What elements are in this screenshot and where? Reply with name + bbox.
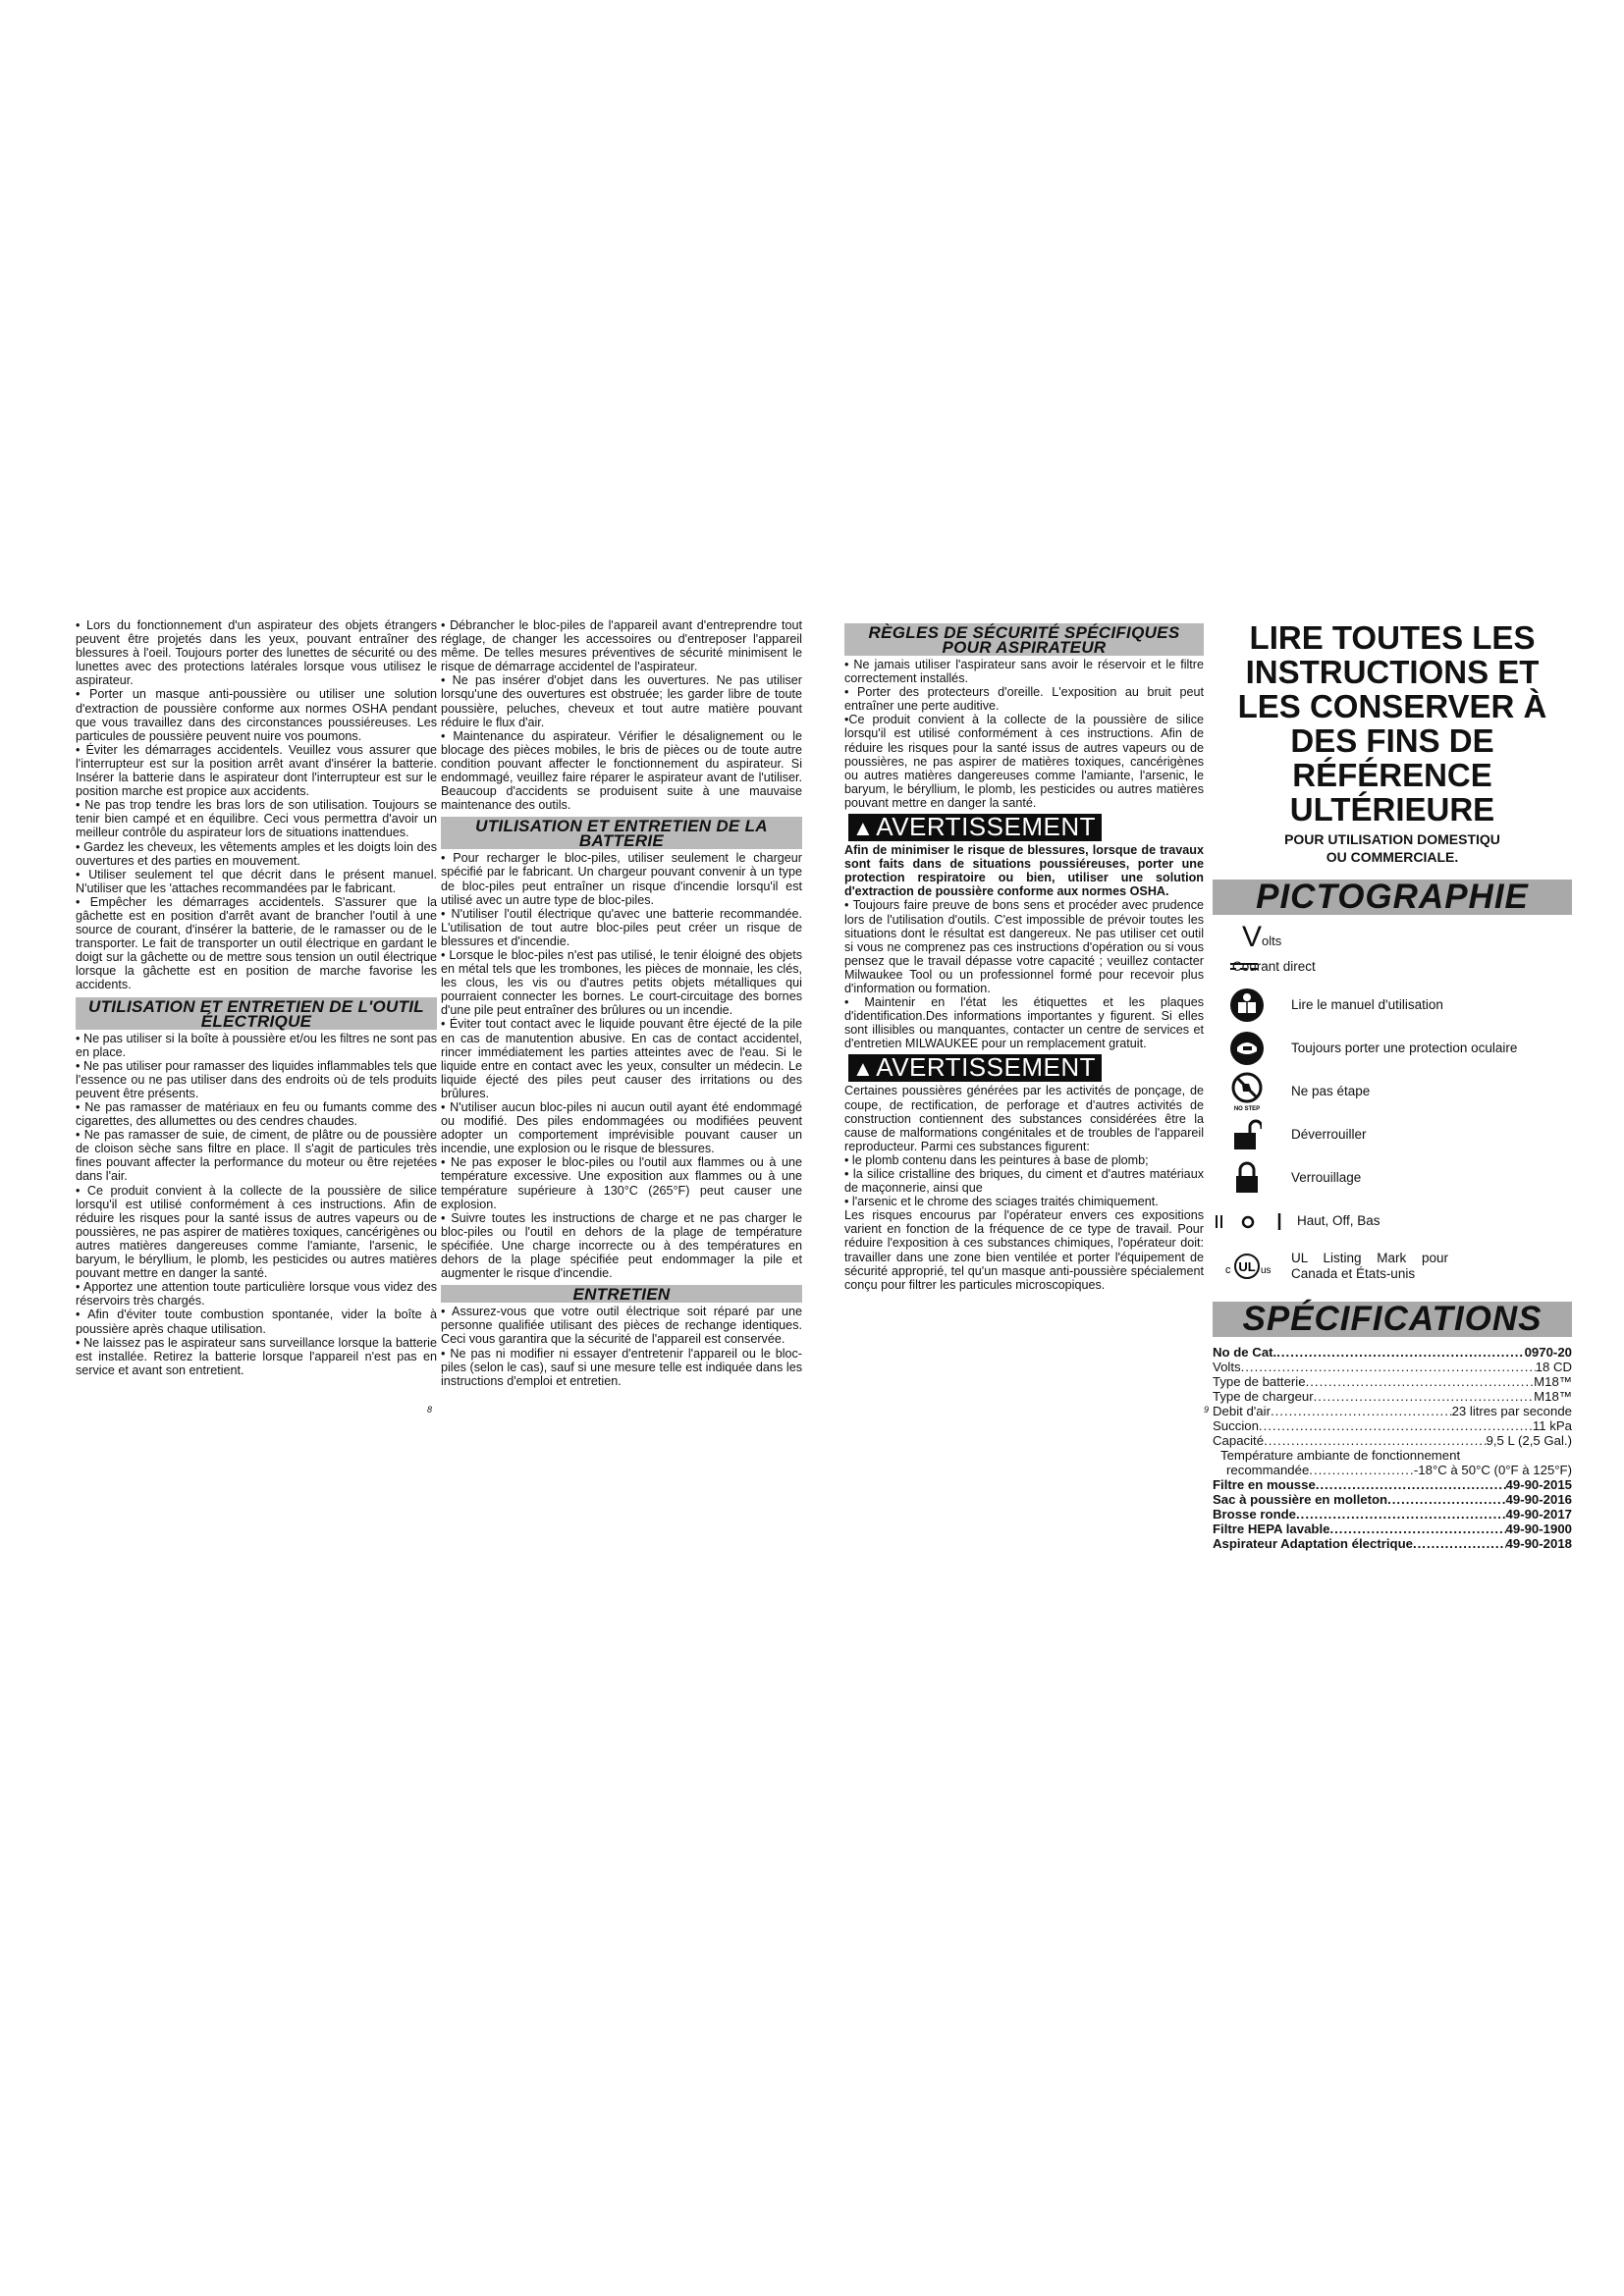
spec-key: Volts [1213, 1360, 1241, 1374]
spec-key: No de Cat. [1213, 1345, 1277, 1360]
volts-v-icon: V [1242, 921, 1263, 953]
page-number-right: 9 [1204, 1405, 1210, 1415]
accessory-number: 49-90-2018 [1505, 1536, 1572, 1551]
picto-row [1213, 1027, 1572, 1070]
warning-label: AVERTISSEMENT [876, 1052, 1096, 1083]
switch-positions-icon [1213, 1211, 1297, 1231]
volts-label: olts [1262, 934, 1282, 948]
picto-label: Ne pas étape [1291, 1083, 1371, 1098]
accessory-number: 49-90-2016 [1505, 1492, 1572, 1507]
dc-row [1213, 956, 1572, 984]
spec-key: Type de chargeur [1213, 1389, 1314, 1404]
page-number-left: 8 [427, 1405, 433, 1415]
safety-item: • Ce produit convient à la collecte de la poussière de silice lorsqu'il est utilisé conformément à ces instructions. Afin de réduire les risques pour la santé issus de autres vapeurs ou de poussières, ne pas aspirer de matières toxiques, cancérigènes ou autres matières dangereuses comme l'amiante, l'arsenic, le baryum, le béryllium, le plomb, les pesticides ou autres matières pouvant mettre en danger la santé. [76, 1183, 437, 1281]
section-heading-tool-use: UTILISATION ET ENTRETIEN DE L'OUTIL ÉLECTRIQUE [76, 997, 437, 1030]
spec-value: 0970-20 [1524, 1345, 1572, 1360]
no-step-icon [1229, 1072, 1265, 1111]
ul-c: c [1225, 1264, 1231, 1276]
accessory-number: 49-90-2017 [1505, 1507, 1572, 1522]
safety-item: • Maintenance du aspirateur. Vérifier le désalignement ou le blocage des pièces mobiles, le bris de pièces ou de toute autre condition pouvant affecter le fonctionnement du aspirateur. Si endommagé, veuillez faire réparer le aspirateur avant de l'utiliser. Beaucoup d'accidents se produisent suite à une mauvaise maintenance des outils. [441, 728, 802, 813]
picto-row [1213, 1243, 1572, 1290]
picto-row [1213, 1070, 1572, 1113]
safety-item: • Suivre toutes les instructions de charge et ne pas charger le bloc-piles ou l'outil en dehors de la plage de température spécifiée. Une charge incorrecte ou à des températures en dehors de la plage spécifiée peut endommager la pile et augmenter le risque d'incendie. [441, 1210, 802, 1281]
spec-row [1213, 1463, 1572, 1477]
spec-row [1213, 1448, 1572, 1463]
accessory-name: Filtre en mousse [1213, 1477, 1316, 1492]
spec-row [1213, 1418, 1572, 1433]
picto-label: Toujours porter une protection oculaire [1291, 1040, 1518, 1055]
spec-row [1213, 1360, 1572, 1374]
section-heading-vacuum-rules: RÈGLES DE SÉCURITÉ SPÉCIFIQUES POUR ASPIRATEUR [844, 623, 1204, 656]
warning-banner [848, 1054, 1102, 1082]
spec-value: M18™ [1534, 1374, 1572, 1389]
accessory-name: Sac à poussière en molleton [1213, 1492, 1388, 1507]
spec-row [1213, 1433, 1572, 1448]
safety-item: • Pour recharger le bloc-piles, utiliser seulement le chargeur spécifié par le fabricant. Un chargeur pouvant convenir à un type de bloc-piles peut entraîner un risque d'incendie lorsqu'il est utilisé avec un autre type de bloc-piles. [441, 851, 802, 907]
spec-row [1213, 1345, 1572, 1360]
spec-row [1213, 1374, 1572, 1389]
column-2 [441, 618, 802, 1388]
hazard-item: • l'arsenic et le chrome des sciages traités chimiquement. [844, 1195, 1159, 1209]
column-4 [1213, 620, 1572, 1551]
safety-item: • Porter des protecteurs d'oreille. L'exposition au bruit peut entraîner une perte auditive. [844, 685, 1204, 714]
safety-item: • Toujours faire preuve de bons sens et procéder avec prudence lors de l'utilisation d'outils. C'est impossible de prévoir toutes les situations dont le résultat est dangereux. Ne pas utiliser cet outil si vous ne comprenez pas ces instructions d'opération ou si vous pensez que le travail dépasse votre capacité ; veuillez contacter Milwaukee Tool ou un professionnel formé pour recevoir plus d'information ou formation. [844, 898, 1204, 995]
accessory-row [1213, 1522, 1572, 1536]
ul-mark-icon [1219, 1249, 1274, 1284]
spec-value: 11 kPa [1532, 1418, 1572, 1433]
ul-us: us [1261, 1265, 1272, 1276]
lock-icon [1232, 1161, 1262, 1195]
pictography-title: PICTOGRAPHIE [1213, 880, 1572, 915]
safety-item: • Maintenir en l'état les étiquettes et les plaques d'identification.Des informations importantes y figurent. Si elles sont illisibles ou manquantes, contacter un centre de services et d'entretien MILWAUKEE pour un remplacement gratuit. [844, 995, 1204, 1051]
unlock-icon [1232, 1118, 1262, 1151]
safety-item: • Utiliser seulement tel que décrit dans le présent manuel. N'utiliser que les 'attaches recommandées par le fabricant. [76, 867, 437, 895]
safety-item: • Afin d'éviter toute combustion spontanée, vider la boîte à poussière après chaque utilisation. [76, 1308, 437, 1336]
safety-item: • Ne pas trop tendre les bras lors de son utilisation. Toujours se tenir bien campé et en équilibre. Ceci vous permettra d'avoir un meilleur contrôle du aspirateur lors de situations inattendues. [76, 798, 437, 840]
accessory-row [1213, 1507, 1572, 1522]
warning-triangle-icon: ▲ [852, 816, 875, 841]
dc-label: Courant direct [1232, 959, 1316, 974]
picto-label: Haut, Off, Bas [1297, 1212, 1380, 1228]
safety-item: • Gardez les cheveux, les vêtements amples et les doigts loin des ouvertures et des parties en mouvement. [76, 839, 437, 868]
spec-key: Température ambiante de fonctionnement [1220, 1448, 1461, 1463]
spec-value: M18™ [1534, 1389, 1572, 1404]
spec-value: -18°C à 50°C (0°F à 125°F) [1413, 1463, 1572, 1477]
safety-item: • Assurez-vous que votre outil électrique soit réparé par une personne qualifiée utilisant des pièces de rechange identiques. Ceci vous garantira que la sécurité de l'appareil est conservée. [441, 1305, 802, 1347]
safety-item: • Lorsque le bloc-piles n'est pas utilisé, le tenir éloigné des objets en métal tels que les trombones, les pièces de monnaie, les clés, les clous, les vis ou d'autres petits objets métalliques qui pourraient connecter les bornes. Le court-circuitage des bornes d'une pile peut entraîner des brûlures ou un incendie. [441, 947, 802, 1018]
accessory-name: Aspirateur Adaptation électrique [1213, 1536, 1413, 1551]
accessory-row [1213, 1492, 1572, 1507]
safety-item: • Ne pas insérer d'objet dans les ouvertures. Ne pas utiliser lorsqu'une des ouvertures est obstruée; les garder libre de toute poussière, peluches, cheveux et tout autre matière pouvant réduire le flux d'air. [441, 673, 802, 729]
spec-value: 18 CD [1535, 1360, 1572, 1374]
main-heading: LIRE TOUTES LES INSTRUCTIONS ET LES CONSERVER À DES FINS DE RÉFÉRENCE ULTÉRIEURE [1237, 619, 1547, 828]
safety-item: • Ne jamais utiliser l'aspirateur sans avoir le réservoir et le filtre correctement installés. [844, 658, 1204, 686]
accessory-row [1213, 1536, 1572, 1551]
column-3 [844, 618, 1204, 1292]
safety-item: • Lors du fonctionnement d'un aspirateur des objets étrangers peuvent être projetés dans les yeux, pouvant entraîner des blessures à l'oeil. Toujours porter des lunettes de sécurité ou des lunettes avec des protections latérales lorsque vous utilisez le aspirateur. [76, 618, 437, 688]
picto-label: UL Listing Mark pour Canada et États-unis [1291, 1251, 1448, 1281]
safety-item: • Éviter tout contact avec le liquide pouvant être éjecté de la pile en cas de manutention abusive. En cas de contact accidentel, rincer immédiatement les parties atteintes avec de l'eau. Si le liquide entre en contact avec les yeux, consulter un médecin. Le liquide éjecté des piles peut causer des irritations ou des brûlures. [441, 1017, 802, 1100]
safety-item: • Ne pas utiliser pour ramasser des liquides inflammables tels que l'essence ou ne pas utiliser dans des endroits où de tels produits peuvent être présents. [76, 1058, 437, 1100]
safety-item: • Apportez une attention toute particulière lorsque vous videz des réservoirs très chargés. [76, 1280, 437, 1308]
spec-key: Debit d'air [1213, 1404, 1271, 1418]
no-step-text: NO STEP [1233, 1106, 1261, 1111]
spec-row [1213, 1404, 1572, 1418]
picto-label: Lire le manuel d'utilisation [1291, 996, 1443, 1012]
warning-label: AVERTISSEMENT [876, 812, 1096, 842]
picto-row [1213, 1156, 1572, 1200]
warning-final-text: Les risques encourus par l'opérateur envers ces expositions varient en fonction de la fréquence de ce type de travail. Pour réduire l'exposition à ces substances chimiques, l'opérateur doit: travailler dans une zone bien ventilée et porter l'équipement de sécurité approprié, tel qu'un masque anti-poussière spécialement conçu pour filtrer les particules microscopiques. [844, 1208, 1204, 1292]
safety-item: • N'utiliser l'outil électrique qu'avec une batterie recommandée. L'utilisation de tout autre bloc-piles peut créer un risque de blessures et d'incendie. [441, 906, 802, 948]
spec-key: Succion [1213, 1418, 1259, 1433]
spec-key: recommandée [1226, 1463, 1310, 1477]
read-manual-icon [1229, 988, 1265, 1023]
picto-row [1213, 1200, 1572, 1243]
ul-text: UL [1238, 1259, 1256, 1274]
accessory-name: Brosse ronde [1213, 1507, 1297, 1522]
accessory-row [1213, 1477, 1572, 1492]
warning-text: Certaines poussières générées par les activités de ponçage, de coupe, de rectification, de perforage et d'autres activités de construction contiennent des substances considérées être la cause de malformations congénitales et de troubles de l'appareil reproducteur. Parmi ces substances figurent: [844, 1084, 1204, 1153]
picto-row [1213, 1113, 1572, 1156]
hazard-item: • la silice cristalline des briques, du ciment et d'autres matériaux de maçonnerie, ainsi que [844, 1167, 1204, 1196]
accessory-number: 49-90-2015 [1505, 1477, 1572, 1492]
safety-item: • Ne pas ramasser de matériaux en feu ou fumants comme des cigarettes, des allumettes ou des cendres chaudes. [76, 1100, 437, 1129]
accessory-name: Filtre HEPA lavable [1213, 1522, 1330, 1536]
picto-label: Déverrouiller [1291, 1126, 1367, 1142]
specifications-title: SPÉCIFICATIONS [1213, 1302, 1572, 1337]
safety-item: • Ne pas exposer le bloc-piles ou l'outil aux flammes ou à une température excessive. Une exposition aux flammes ou à une température supérieure à 130°C (265°F) peut causer une explosion. [441, 1155, 802, 1211]
warning-text: Afin de minimiser le risque de blessures, lorsque de travaux sont faits dans de situations poussiéreuses, porter une protection respiratoire ou bien, utiliser une solution d'extraction de poussière conforme aux normes OSHA. [844, 843, 1204, 899]
section-heading-battery: UTILISATION ET ENTRETIEN DE LA BATTERIE [441, 817, 802, 849]
spec-key: Capacité [1213, 1433, 1265, 1448]
safety-item: • N'utiliser aucun bloc-piles ni aucun outil ayant été endommagé ou modifié. Des piles endommagées ou modifiées peuvent adopter un comportement imprévisible pouvant causer un incendie, une explosion ou le risque de blessures. [441, 1100, 802, 1156]
hazard-item: • le plomb contenu dans les peintures à base de plomb; [844, 1152, 1149, 1167]
spec-key: Type de batterie [1213, 1374, 1306, 1389]
safety-item: • Éviter les démarrages accidentels. Veuillez vous assurer que l'interrupteur est sur la position arrêt avant d'insérer la batterie. Insérer la batterie dans le aspirateur dont l'interrupteur est sur le position marche est propice aux accidents. [76, 742, 437, 799]
section-heading-maintenance: ENTRETIEN [441, 1285, 802, 1303]
accessory-number: 49-90-1900 [1505, 1522, 1572, 1536]
spec-row [1213, 1389, 1572, 1404]
warning-triangle-icon: ▲ [852, 1056, 875, 1082]
safety-item: • Débrancher le bloc-piles de l'appareil avant d'entreprendre tout réglage, de changer les accessoires ou d'entreposer l'appareil même. De telles mesures préventives de sécurité minimisent le risque de démarrage accidentel de l'aspirateur. [441, 618, 802, 674]
warning-banner [848, 814, 1102, 841]
spec-value: 23 litres par seconde [1451, 1404, 1572, 1418]
picto-row [1213, 984, 1572, 1027]
spec-table [1213, 1345, 1572, 1551]
volts-row [1213, 923, 1572, 956]
safety-item: • Porter un masque anti-poussière ou utiliser une solution d'extraction de poussière conforme aux normes OSHA pendant que vous travaillez dans des circonstances poussiéreuses. Les particules de poussière peuvent nuire vos poumons. [76, 687, 437, 743]
column-1 [76, 618, 437, 1377]
spec-value: 9,5 L (2,5 Gal.) [1486, 1433, 1572, 1448]
safety-item: • Ne pas ramasser de suie, de ciment, de plâtre ou de poussière de cloison sèche sans filtre en place. Il s'agit de particules très fines pouvant affecter la performance du moteur ou être rejetées dans l'air. [76, 1128, 437, 1184]
safety-item: • Empêcher les démarrages accidentels. S'assurer que la gâchette est en position d'arrêt avant de brancher l'outil à une source de courant, d'insérer la batterie, de le ramasser ou de le transporter. Le fait de transporter un outil électrique en gardant le doigt sur la gâchette ou de mettre sous tension un outil électrique lorsque la gâchette est en position de marche favorise les accidents. [76, 894, 437, 992]
sub-heading: POUR UTILISATION DOMESTIQU OU COMMERCIALE. [1284, 831, 1500, 865]
eye-protection-icon [1229, 1031, 1265, 1066]
safety-item: •Ce produit convient à la collecte de la poussière de silice lorsqu'il est utilisé conformément à ces instructions. Afin de réduire les risques pour la santé issus de autres vapeurs ou de poussières, ne pas aspirer de matières toxiques, cancérigènes ou autres matières dangereuses comme l'amiante, l'arsenic, le baryum, le béryllium, le plomb, les pesticides ou autres matières pouvant mettre en danger la santé. [844, 713, 1204, 810]
safety-item: • Ne pas ni modifier ni essayer d'entretenir l'appareil ou le bloc-piles (selon le cas), sauf si une mesure telle est indiquée dans les instructions d'emploi et entretien. [441, 1346, 802, 1388]
safety-item: • Ne laissez pas le aspirateur sans surveillance lorsque la batterie est installée. Retirez la batterie lorsque l'appareil n'est pas en service et avant son entretient. [76, 1335, 437, 1377]
picto-label: Verrouillage [1291, 1169, 1362, 1185]
safety-item: • Ne pas utiliser si la boîte à poussière et/ou les filtres ne sont pas en place. [76, 1031, 437, 1059]
